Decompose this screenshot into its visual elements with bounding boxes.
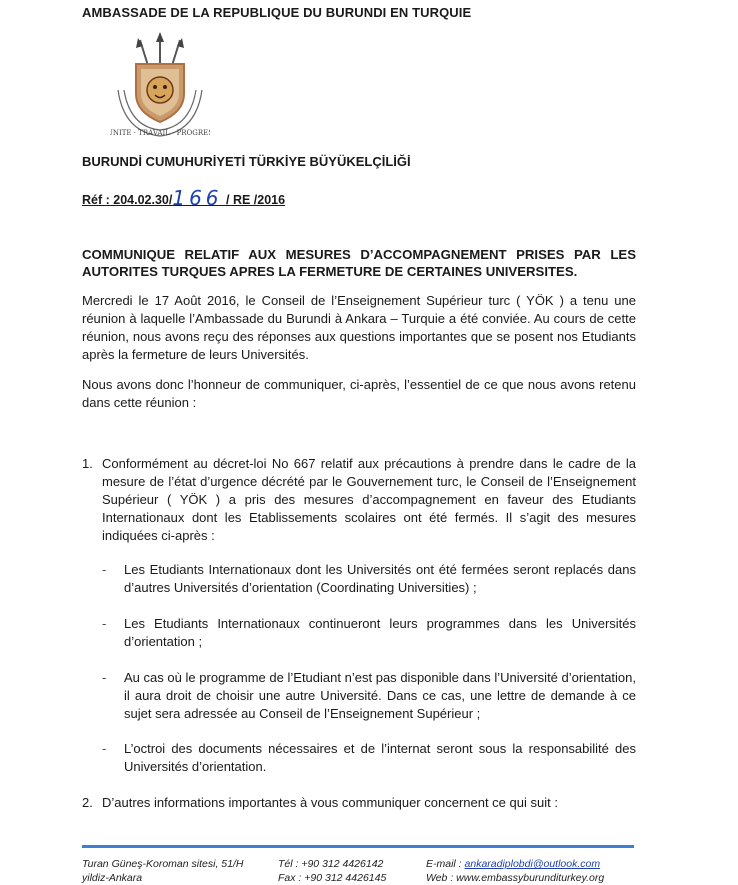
bullet-item: L’octroi des documents nécessaires et de l’internat seront sous la responsabilité des Universités d’orientation. xyxy=(124,741,636,774)
footer-website[interactable]: Web : www.embassyburunditurkey.org xyxy=(426,872,605,884)
burundi-coat-of-arms xyxy=(110,32,210,142)
footer-phone xyxy=(278,857,386,885)
reference-number xyxy=(82,185,285,209)
footer-tel: Tél : +90 312 4426142 xyxy=(278,858,384,870)
footer-rule xyxy=(82,845,634,848)
list-item-text: D’autres informations importantes à vous communiquer concernent ce qui suit : xyxy=(102,795,558,810)
footer-contact xyxy=(426,857,604,885)
handwritten-reference-number: 166 xyxy=(172,186,223,210)
embassy-header-tr: BURUNDİ CUMUHURİYETİ TÜRKİYE BÜYÜKELÇİLİĞİ xyxy=(82,154,411,169)
list-item-number: 2. xyxy=(82,795,93,810)
bullet-item: Les Etudiants Internationaux dont les Universités ont été fermées seront replacés dans d’autres Universités d’orientation (Coordinating Universities) ; xyxy=(124,562,636,595)
list-item-number: 1. xyxy=(82,456,93,471)
footer-address-line1: Turan Güneş-Koroman sitesi, 51/H xyxy=(82,858,244,870)
svg-text:UNITE · TRAVAIL · PROGRES: UNITE · TRAVAIL · PROGRES xyxy=(110,129,210,137)
intro-paragraph: Mercredi le 17 Août 2016, le Conseil de l’Enseignement Supérieur turc ( YÖK ) a tenu une réunion à laquelle l’Ambassade du Burundi à Ankara – Turquie a été conviée. Au cours de cette réunion, nous avons reçu des réponses aux questions importantes que se posent nos Etudiants après la fermeture de leurs Universités. xyxy=(82,293,636,362)
embassy-header-fr: AMBASSADE DE LA REPUBLIQUE DU BURUNDI EN TURQUIE xyxy=(82,5,472,20)
list-item-text: Conformément au décret-loi No 667 relatif aux précautions à prendre dans le cadre de la mesure de l’état d’urgence décrété par le Gouvernement turc, le Conseil de l’Enseignement Supérieur ( YÖK ) a pris des mesures d’accompagnement en faveur des Etudiants Internationaux dont les Etablissements scolaires ont été fermés. Il s’agit des mesures indiquées ci-après : xyxy=(102,456,636,543)
footer-email-link[interactable]: ankaradiplobdi@outlook.com xyxy=(464,858,601,870)
communique-title: COMMUNIQUE RELATIF AUX MESURES D’ACCOMPAGNEMENT PRISES PAR LES AUTORITES TURQUES APRES LA FERMETURE DE CERTAINES UNIVERSITES. xyxy=(82,247,636,279)
bullet-item: Au cas où le programme de l’Etudiant n’est pas disponible dans l’Université d’orientation, il aura droit de choisir une autre Université. Dans ce cas, une lettre de demande à ce sujet sera adressée au Conseil de l’Enseignement Supérieur ; xyxy=(124,670,636,721)
bullet-marker: - xyxy=(102,670,107,685)
bullet-item: Les Etudiants Internationaux continueront leurs programmes dans les Universités d’orientation ; xyxy=(124,616,636,649)
bullet-marker: - xyxy=(102,741,107,756)
announcement-paragraph: Nous avons donc l’honneur de communiquer, ci-après, l’essentiel de ce que nous avons retenu dans cette réunion : xyxy=(82,377,636,410)
bullet-marker: - xyxy=(102,616,107,631)
footer-fax: Fax : +90 312 4426145 xyxy=(278,872,387,884)
footer-address xyxy=(82,857,243,885)
bullet-marker: - xyxy=(102,562,107,577)
footer-address-line2: yildiz-Ankara xyxy=(82,872,143,884)
footer-email-label: E-mail : xyxy=(426,858,465,870)
reference-prefix: Réf : 204.02.30/ xyxy=(82,193,173,207)
reference-suffix: / RE /2016 xyxy=(222,193,286,207)
